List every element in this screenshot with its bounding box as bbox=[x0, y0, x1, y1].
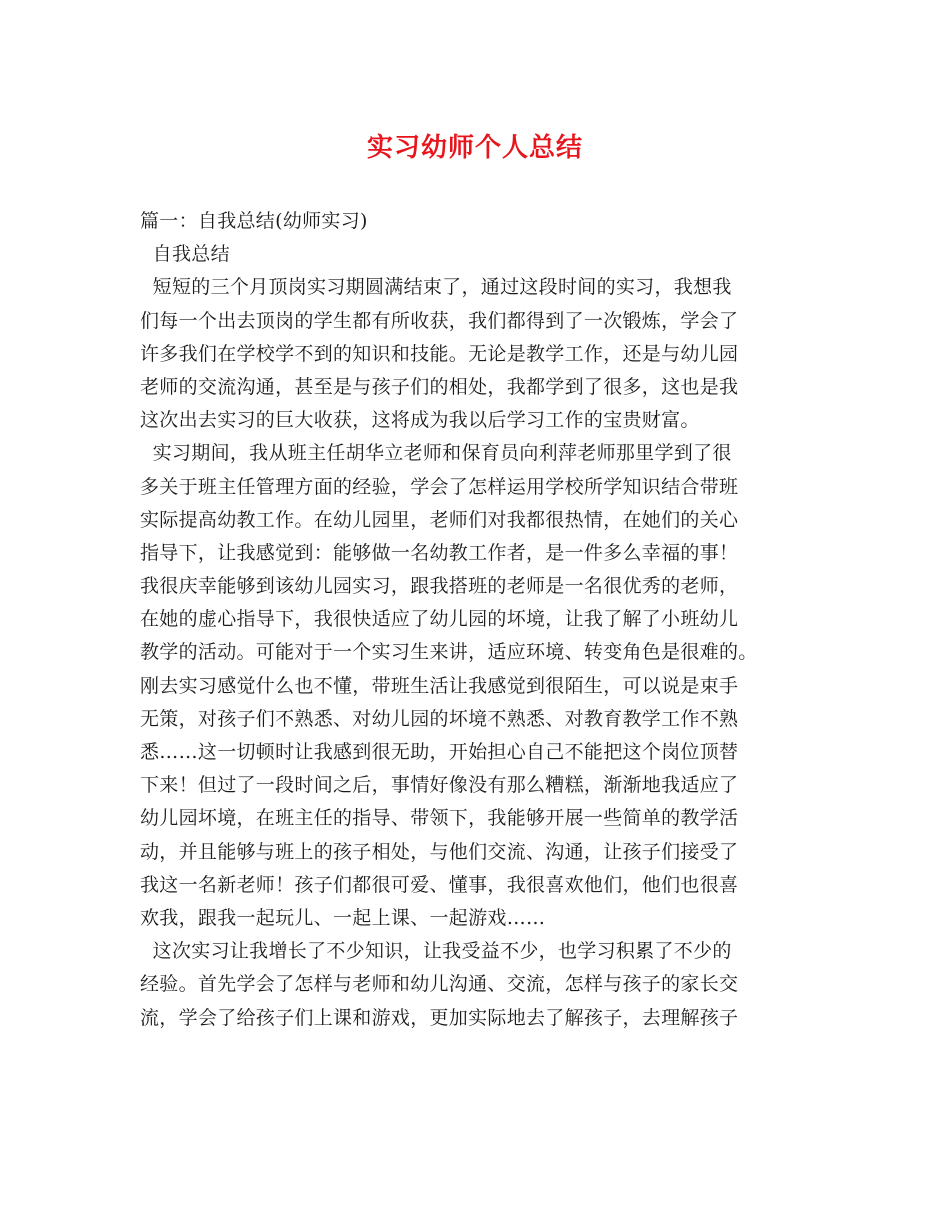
text-line: 多关于班主任管理方面的经验，学会了怎样运用学校所学知识结合带班 bbox=[140, 475, 739, 498]
text-line: 悉……这一切顿时让我感到很无助，开始担心自己不能把这个岗位顶替 bbox=[140, 741, 739, 763]
text-line: 在她的虚心指导下，我很快适应了幼儿园的坏境，让我了解了小班幼儿 bbox=[140, 608, 739, 631]
text-line: 指导下，让我感觉到：能够做一名幼教工作者，是一件多么幸福的事！ bbox=[140, 541, 739, 564]
text-line: 许多我们在学校学不到的知识和技能。无论是教学工作，还是与幼儿园 bbox=[140, 342, 739, 365]
section-heading: 篇一：自我总结(幼师实习) bbox=[140, 210, 368, 232]
document-body bbox=[140, 205, 840, 1035]
text-line: 这次出去实习的巨大收获，这将成为我以后学习工作的宝贵财富。 bbox=[140, 409, 700, 432]
text-line: 老师的交流沟通，甚至是与孩子们的相处，我都学到了很多，这也是我 bbox=[140, 375, 739, 398]
text-line: 短短的三个月顶岗实习期圆满结束了，通过这段时间的实习，我想我 bbox=[140, 276, 732, 299]
text-line: 刚去实习感觉什么也不懂，带班生活让我感觉到很陌生，可以说是束手 bbox=[140, 674, 739, 697]
text-line: 幼儿园坏境，在班主任的指导、带领下，我能够开展一些简单的教学活 bbox=[140, 807, 739, 830]
text-line: 我这一名新老师！孩子们都很可爱、懂事，我很喜欢他们，他们也很喜 bbox=[140, 873, 739, 896]
sub-heading: 自我总结 bbox=[140, 243, 230, 266]
text-line: 实习期间，我从班主任胡华立老师和保育员向利萍老师那里学到了很 bbox=[140, 442, 732, 465]
text-line: 流，学会了给孩子们上课和游戏，更加实际地去了解孩子，去理解孩子 bbox=[140, 1006, 739, 1029]
document-title: 实习幼师个人总结 bbox=[366, 133, 583, 163]
text-line: 教学的活动。可能对于一个实习生来讲，适应环境、转变角色是很难的。 bbox=[140, 641, 758, 664]
text-line: 经验。首先学会了怎样与老师和幼儿沟通、交流，怎样与孩子的家长交 bbox=[140, 973, 739, 996]
text-line: 无策，对孩子们不熟悉、对幼儿园的坏境不熟悉、对教育教学工作不熟 bbox=[140, 707, 739, 730]
text-line: 我很庆幸能够到该幼儿园实习，跟我搭班的老师是一名很优秀的老师， bbox=[140, 575, 739, 598]
text-line: 实际提高幼教工作。在幼儿园里，老师们对我都很热情，在她们的关心 bbox=[140, 508, 739, 531]
text-line: 下来！但过了一段时间之后，事情好像没有那么糟糕，渐渐地我适应了 bbox=[140, 774, 739, 797]
text-line: 这次实习让我增长了不少知识，让我受益不少，也学习积累了不少的 bbox=[140, 940, 732, 963]
text-line: 动，并且能够与班上的孩子相处，与他们交流、沟通，让孩子们接受了 bbox=[140, 840, 739, 863]
text-line: 们每一个出去顶岗的学生都有所收获，我们都得到了一次锻炼，学会了 bbox=[140, 309, 739, 332]
text-line: 欢我，跟我一起玩儿、一起上课、一起游戏…… bbox=[140, 906, 546, 929]
